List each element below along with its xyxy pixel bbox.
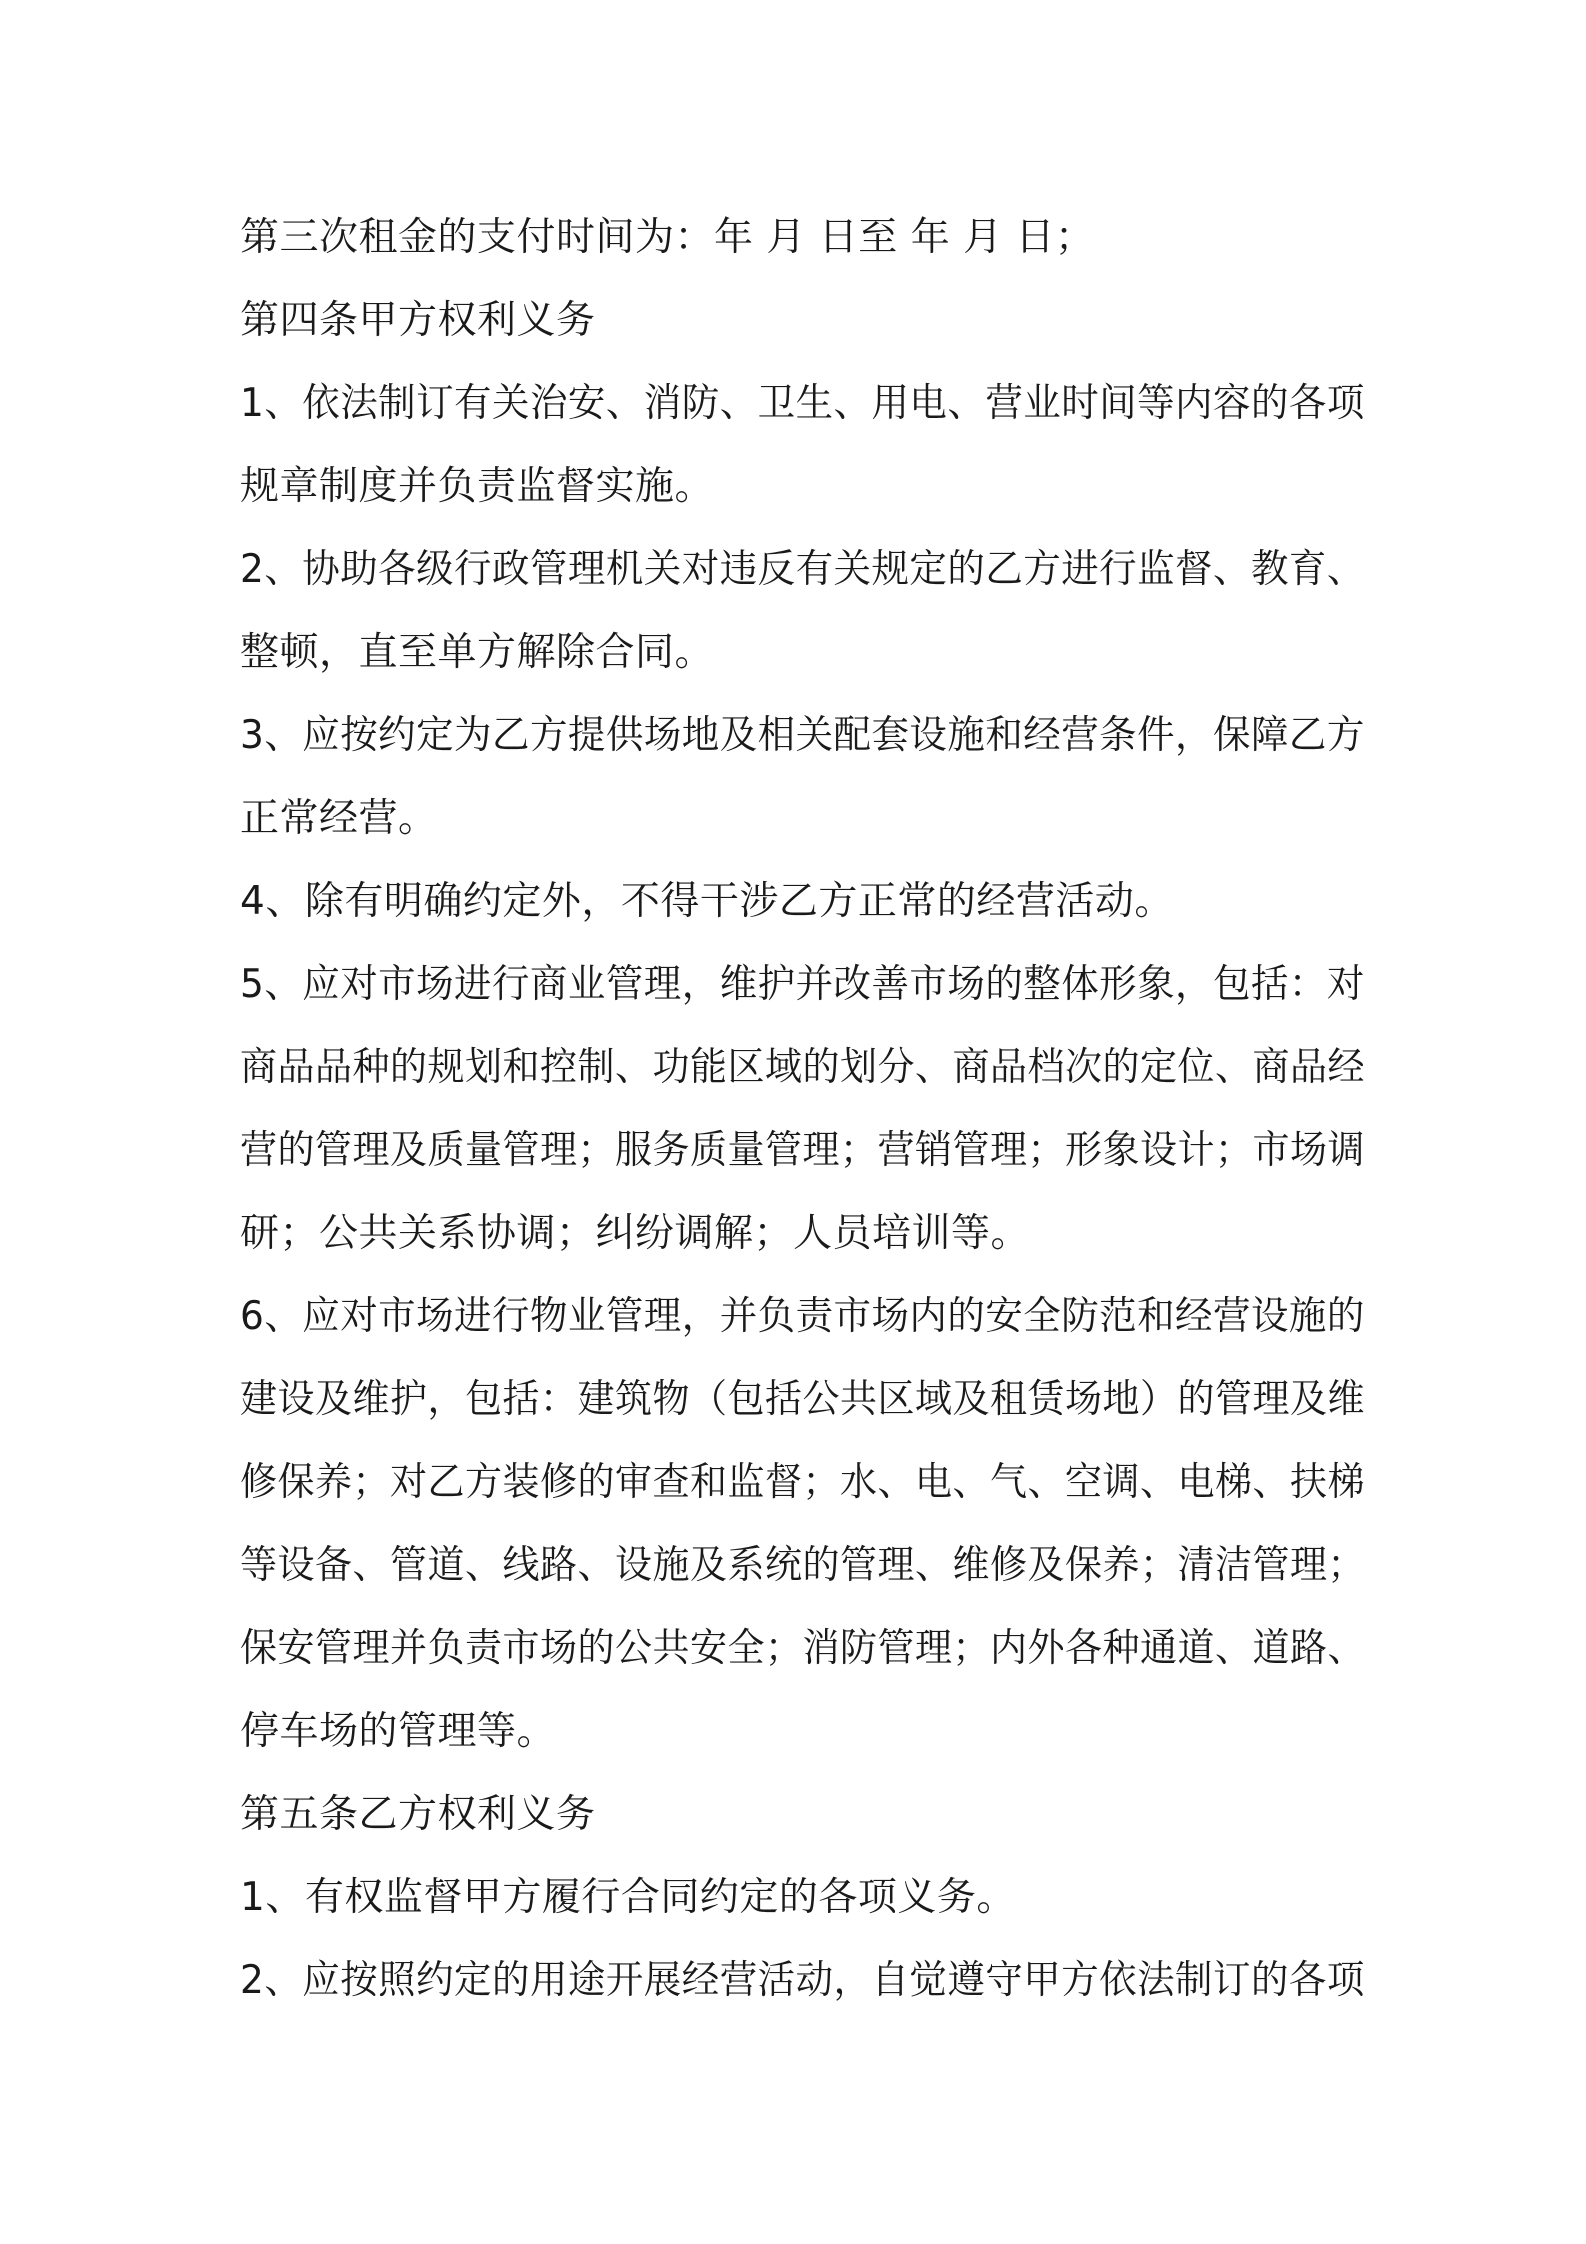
paragraph-line: 4、除有明确约定外，不得干涉乙方正常的经营活动。 — [240, 879, 1174, 924]
payment-time-line: 第三次租金的支付时间为：年 月 日至 年 月 日； — [240, 215, 1095, 260]
paragraph-line: 停车场的管理等。 — [240, 1709, 557, 1754]
paragraph-line: 3、应按约定为乙方提供场地及相关配套设施和经营条件，保障乙方 — [240, 713, 1365, 758]
paragraph-line: 2、协助各级行政管理机关对违反有关规定的乙方进行监督、教育、 — [240, 547, 1365, 592]
paragraph-line: 5、应对市场进行商业管理，维护并改善市场的整体形象，包括：对 — [240, 962, 1365, 1007]
article-5-heading: 第五条乙方权利义务 — [240, 1792, 596, 1837]
paragraph-line: 1、有权监督甲方履行合同约定的各项义务。 — [240, 1875, 1016, 1920]
document-body — [240, 196, 1366, 2022]
paragraph-line: 2、应按照约定的用途开展经营活动，自觉遵守甲方依法制订的各项 — [240, 1958, 1365, 2003]
paragraph-line: 研；公共关系协调；纠纷调解；人员培训等。 — [240, 1211, 1031, 1256]
paragraph-line: 规章制度并负责监督实施。 — [240, 464, 715, 509]
paragraph-line: 整顿，直至单方解除合同。 — [240, 630, 715, 675]
paragraph-line: 1、依法制订有关治安、消防、卫生、用电、营业时间等内容的各项 — [240, 381, 1365, 426]
paragraph-line: 等设备、管道、线路、设施及系统的管理、维修及保养；清洁管理； — [240, 1543, 1366, 1588]
paragraph-line: 保安管理并负责市场的公共安全；消防管理；内外各种通道、道路、 — [240, 1626, 1366, 1671]
article-4-heading: 第四条甲方权利义务 — [240, 298, 596, 343]
paragraph-line: 营的管理及质量管理；服务质量管理；营销管理；形象设计；市场调 — [240, 1128, 1366, 1173]
paragraph-line: 6、应对市场进行物业管理，并负责市场内的安全防范和经营设施的 — [240, 1294, 1365, 1339]
paragraph-line: 修保养；对乙方装修的审查和监督；水、电、气、空调、电梯、扶梯 — [240, 1460, 1366, 1505]
paragraph-line: 正常经营。 — [240, 796, 438, 841]
paragraph-line: 商品品种的规划和控制、功能区域的划分、商品档次的定位、商品经 — [240, 1045, 1366, 1090]
paragraph-line: 建设及维护，包括：建筑物（包括公共区域及租赁场地）的管理及维 — [240, 1377, 1366, 1422]
